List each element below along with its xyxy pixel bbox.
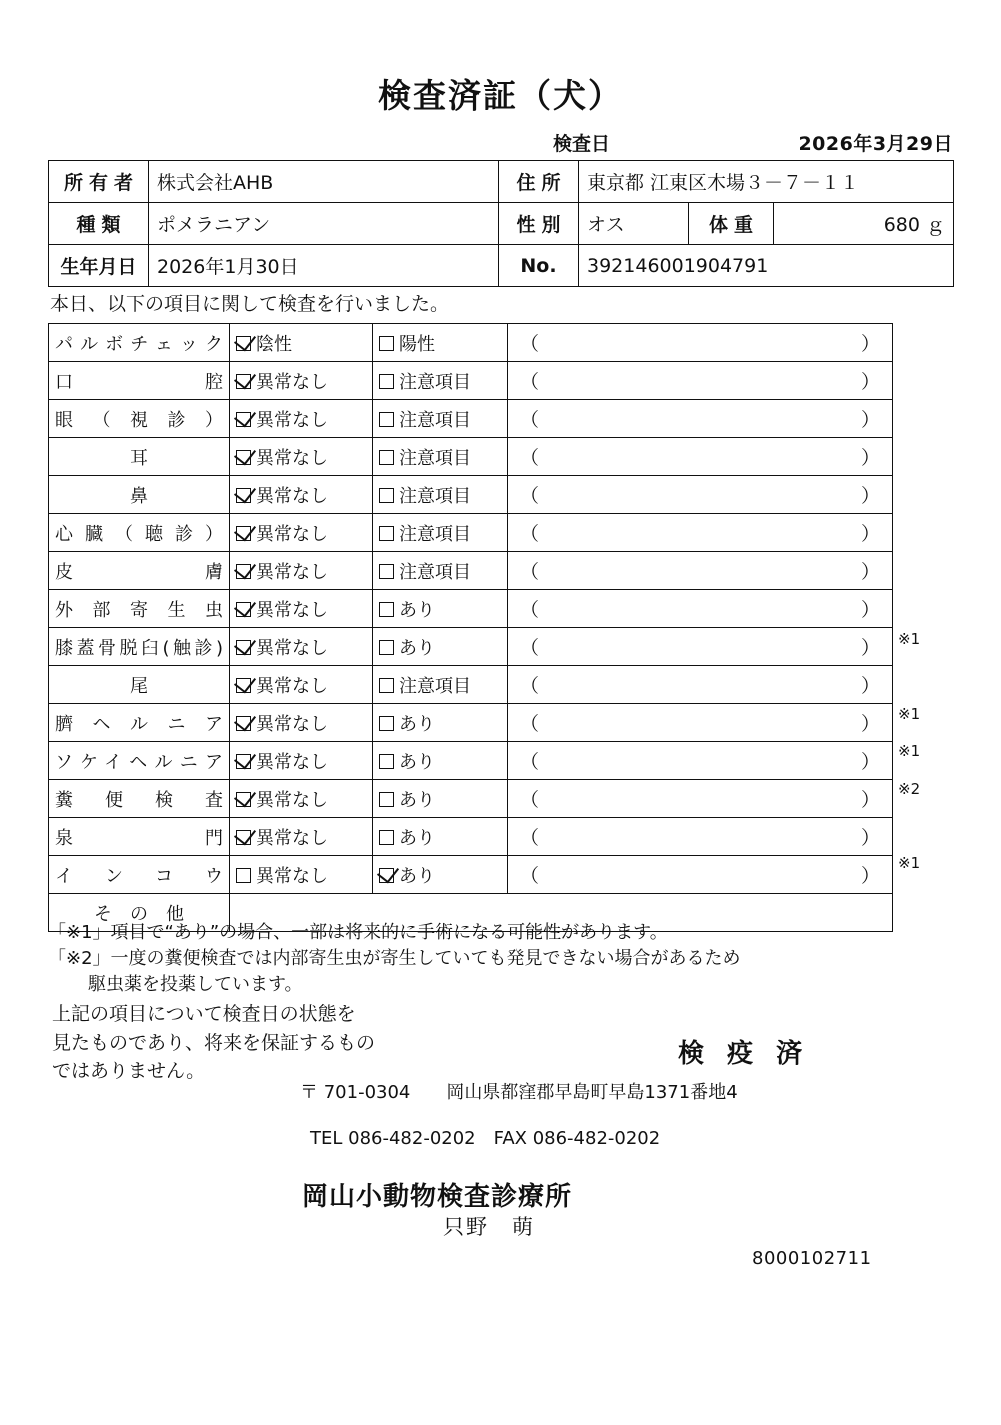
clinic-address: 〒 701-0304 岡山県都窪郡早島町早島1371番地4 <box>300 1082 738 1103</box>
table-row <box>49 818 893 856</box>
paren-close: ） <box>860 333 880 355</box>
exam-option-2-label: あり <box>399 865 435 887</box>
table-row <box>49 245 954 287</box>
page-title: 検査済証（犬） <box>378 76 623 115</box>
exam-option-1[interactable] <box>230 780 373 818</box>
paren-open: （ <box>520 599 540 621</box>
exam-remark-field[interactable] <box>508 400 893 438</box>
table-row <box>49 742 893 780</box>
exam-item-label: 膝蓋骨脱臼(触診) <box>49 628 230 666</box>
exam-remark-field[interactable] <box>508 704 893 742</box>
exam-option-1[interactable] <box>230 742 373 780</box>
exam-item-label: インコウ <box>49 856 230 894</box>
exam-option-1-label: 異常なし <box>256 637 328 659</box>
breed-label: 種類 <box>49 203 149 245</box>
exam-option-1[interactable] <box>230 438 373 476</box>
exam-item-label: パルボチェック <box>49 324 230 362</box>
checkbox-icon[interactable] <box>236 488 251 503</box>
table-row <box>49 161 954 203</box>
table-row <box>49 400 893 438</box>
checkbox-icon[interactable] <box>236 450 251 465</box>
exam-option-2-label: 注意項目 <box>399 523 471 545</box>
checkbox-icon[interactable] <box>236 830 251 845</box>
paren-open: （ <box>520 409 540 431</box>
exam-option-2-label: 注意項目 <box>399 675 471 697</box>
exam-option-1-label: 異常なし <box>256 561 328 583</box>
inspection-date-label: 検査日 <box>553 133 611 155</box>
table-row <box>49 324 893 362</box>
table-row <box>49 666 893 704</box>
footnote-mark: ※1 <box>898 742 921 761</box>
paren-open: （ <box>520 485 540 507</box>
checkbox-icon[interactable] <box>236 412 251 427</box>
exam-remark-field[interactable] <box>508 552 893 590</box>
exam-remark-field[interactable] <box>508 856 893 894</box>
exam-option-2-label: あり <box>399 827 435 849</box>
exam-item-label: 臍ヘルニア <box>49 704 230 742</box>
paren-open: （ <box>520 865 540 887</box>
paren-close: ） <box>860 827 880 849</box>
footnote-mark: ※1 <box>898 705 921 723</box>
intro-text: 本日、以下の項目に関して検査を行いました。 <box>50 293 450 315</box>
paren-open: （ <box>520 447 540 469</box>
statement-line-2: 見たものであり、将来を保証するもの <box>52 1031 376 1054</box>
paren-close: ） <box>860 599 880 621</box>
exam-option-1-label: 異常なし <box>256 865 328 887</box>
serial-number: 8000102711 <box>752 1248 872 1269</box>
paren-open: （ <box>520 561 540 583</box>
exam-option-2-label: 注意項目 <box>399 371 471 393</box>
exam-option-1-label: 異常なし <box>256 371 328 393</box>
exam-option-2-label: 注意項目 <box>399 561 471 583</box>
exam-item-label: 心臓（聴診） <box>49 514 230 552</box>
checkbox-icon[interactable] <box>379 792 394 807</box>
paren-open: （ <box>520 789 540 811</box>
exam-remark-field[interactable] <box>508 476 893 514</box>
breed-value: ポメラニアン <box>149 203 499 245</box>
exam-option-1[interactable] <box>230 400 373 438</box>
exam-item-label: 尾 <box>49 666 230 704</box>
paren-close: ） <box>860 713 880 735</box>
exam-option-2[interactable] <box>373 362 508 400</box>
checkbox-icon[interactable] <box>236 678 251 693</box>
exam-remark-field[interactable] <box>508 780 893 818</box>
checkbox-icon[interactable] <box>236 374 251 389</box>
paren-close: ） <box>860 523 880 545</box>
exam-option-1-label: 異常なし <box>256 789 328 811</box>
footnote-2: 「※2」一度の糞便検査では内部寄生虫が寄生していても発見できない場合があるため <box>48 948 741 970</box>
table-row <box>49 780 893 818</box>
exam-option-1-label: 異常なし <box>256 713 328 735</box>
exam-option-1-label: 陰性 <box>256 333 292 355</box>
clinic-name: 岡山小動物検査診療所 <box>302 1182 573 1212</box>
exam-option-1[interactable] <box>230 476 373 514</box>
checkbox-icon[interactable] <box>236 868 251 883</box>
exam-option-2[interactable] <box>373 400 508 438</box>
examination-items-table <box>48 323 893 932</box>
exam-item-label: 耳 <box>49 438 230 476</box>
table-row <box>49 362 893 400</box>
checkbox-icon[interactable] <box>379 678 394 693</box>
birthdate-label: 生年月日 <box>49 245 149 287</box>
exam-remark-field[interactable] <box>508 324 893 362</box>
checkbox-icon[interactable] <box>236 640 251 655</box>
paren-open: （ <box>520 371 540 393</box>
exam-option-1[interactable] <box>230 552 373 590</box>
exam-item-label-other: そ の 他 <box>49 894 230 932</box>
exam-option-1[interactable] <box>230 628 373 666</box>
exam-option-2-label: あり <box>399 713 435 735</box>
weight-label: 体重 <box>689 203 774 245</box>
checkbox-icon[interactable] <box>379 716 394 731</box>
address-label: 住所 <box>499 161 579 203</box>
paren-close: ） <box>860 865 880 887</box>
exam-item-label: 皮 膚 <box>49 552 230 590</box>
exam-remark-field[interactable] <box>508 818 893 856</box>
checkbox-icon[interactable] <box>236 792 251 807</box>
table-row <box>49 514 893 552</box>
sex-value: オス <box>579 203 689 245</box>
inspection-date-value: 2026年3月29日 <box>798 133 953 155</box>
exam-option-1-label: 異常なし <box>256 409 328 431</box>
exam-item-label: 外部寄生虫 <box>49 590 230 628</box>
exam-option-2[interactable] <box>373 818 508 856</box>
exam-remark-field[interactable] <box>508 590 893 628</box>
sex-label: 性別 <box>499 203 579 245</box>
footnote-2-cont: 駆虫薬を投薬しています。 <box>88 974 303 996</box>
exam-item-label: 鼻 <box>49 476 230 514</box>
paren-close: ） <box>860 485 880 507</box>
exam-option-1-label: 異常なし <box>256 485 328 507</box>
exam-option-2[interactable] <box>373 628 508 666</box>
checkbox-icon[interactable] <box>379 336 394 351</box>
paren-open: （ <box>520 637 540 659</box>
exam-option-2-label: 注意項目 <box>399 409 471 431</box>
exam-option-1[interactable] <box>230 666 373 704</box>
exam-item-label: 眼（視診） <box>49 400 230 438</box>
table-row <box>49 590 893 628</box>
exam-item-label: ソケイヘルニア <box>49 742 230 780</box>
exam-option-2-label: 陽性 <box>399 333 435 355</box>
footnote-mark: ※1 <box>898 630 921 649</box>
table-row <box>49 552 893 590</box>
checkbox-icon[interactable] <box>379 564 394 579</box>
birthdate-value: 2026年1月30日 <box>149 245 499 287</box>
statement-line-3: ではありません。 <box>52 1060 206 1082</box>
paren-close: ） <box>860 371 880 393</box>
checkbox-icon[interactable] <box>379 412 394 427</box>
table-row <box>49 476 893 514</box>
exam-option-1-label: 異常なし <box>256 599 328 621</box>
exam-option-1[interactable] <box>230 818 373 856</box>
statement-line-1: 上記の項目について検査日の状態を <box>52 1003 356 1025</box>
checkbox-icon[interactable] <box>236 336 251 351</box>
exam-option-1[interactable] <box>230 362 373 400</box>
exam-option-2-label: あり <box>399 599 435 621</box>
table-row <box>49 203 954 245</box>
exam-option-1-label: 異常なし <box>256 751 328 773</box>
checkbox-icon[interactable] <box>379 754 394 769</box>
exam-option-2[interactable] <box>373 856 508 894</box>
exam-option-1[interactable] <box>230 590 373 628</box>
exam-option-1[interactable] <box>230 324 373 362</box>
exam-item-label: 口 腔 <box>49 362 230 400</box>
paren-close: ） <box>860 637 880 659</box>
exam-option-2-label: 注意項目 <box>399 485 471 507</box>
checkbox-icon[interactable] <box>236 526 251 541</box>
exam-option-2[interactable] <box>373 666 508 704</box>
exam-option-2[interactable] <box>373 476 508 514</box>
inspection-date-line <box>48 129 953 155</box>
exam-remark-field[interactable] <box>508 628 893 666</box>
table-row <box>49 628 893 666</box>
exam-option-2[interactable] <box>373 552 508 590</box>
paren-close: ） <box>860 447 880 469</box>
statement-block <box>52 1000 375 1086</box>
exam-option-2-label: 注意項目 <box>399 447 471 469</box>
address-value: 東京都 江東区木場３－７－１１ <box>579 161 954 203</box>
checkbox-icon[interactable] <box>379 450 394 465</box>
paren-open: （ <box>520 523 540 545</box>
footnote-1: 「※1」項目で“あり”の場合、一部は将来的に手術になる可能性があります。 <box>48 922 668 943</box>
paren-close: ） <box>860 751 880 773</box>
number-label: No. <box>499 245 579 287</box>
exam-option-2[interactable] <box>373 324 508 362</box>
paren-open: （ <box>520 713 540 735</box>
exam-remark-field[interactable] <box>508 666 893 704</box>
paren-close: ） <box>860 409 880 431</box>
table-row <box>49 438 893 476</box>
footnote-mark: ※1 <box>898 854 921 873</box>
exam-option-2[interactable] <box>373 438 508 476</box>
footnotes-block <box>48 920 948 998</box>
checkbox-icon[interactable] <box>236 564 251 579</box>
checkbox-icon[interactable] <box>379 640 394 655</box>
owner-label: 所有者 <box>49 161 149 203</box>
exam-option-1-label: 異常なし <box>256 523 328 545</box>
exam-option-2[interactable] <box>373 780 508 818</box>
exam-remark-field[interactable] <box>508 514 893 552</box>
checkbox-icon[interactable] <box>379 374 394 389</box>
owner-info-table <box>48 160 954 287</box>
checkbox-icon[interactable] <box>379 488 394 503</box>
exam-option-1-label: 異常なし <box>256 827 328 849</box>
exam-remark-field[interactable] <box>508 438 893 476</box>
paren-open: （ <box>520 333 540 355</box>
exam-remark-field[interactable] <box>508 362 893 400</box>
number-value: 392146001904791 <box>579 245 954 287</box>
weight-value: 680 ｇ <box>774 203 954 245</box>
exam-item-label: 糞便検査 <box>49 780 230 818</box>
exam-option-2-label: あり <box>399 637 435 659</box>
owner-value: 株式会社AHB <box>149 161 499 203</box>
paren-open: （ <box>520 827 540 849</box>
exam-option-1-label: 異常なし <box>256 447 328 469</box>
footnote-mark: ※2 <box>898 779 921 798</box>
exam-option-1[interactable] <box>230 704 373 742</box>
veterinarian-name: 只野 萌 <box>443 1215 535 1239</box>
checkbox-icon[interactable] <box>379 830 394 845</box>
exam-item-label: 泉 門 <box>49 818 230 856</box>
exam-option-2-label: あり <box>399 751 435 773</box>
exam-option-1-label: 異常なし <box>256 675 328 697</box>
paren-close: ） <box>860 561 880 583</box>
paren-close: ） <box>860 789 880 811</box>
checkbox-icon[interactable] <box>379 602 394 617</box>
checkbox-icon[interactable] <box>236 602 251 617</box>
checkbox-icon[interactable] <box>236 716 251 731</box>
checkbox-icon[interactable] <box>379 526 394 541</box>
exam-remark-field[interactable] <box>508 742 893 780</box>
exam-option-2[interactable] <box>373 590 508 628</box>
paren-close: ） <box>860 675 880 697</box>
table-row <box>49 856 893 894</box>
exam-option-2-label: あり <box>399 789 435 811</box>
exam-option-1[interactable] <box>230 856 373 894</box>
clinic-contact: TEL 086-482-0202 FAX 086-482-0202 <box>310 1128 661 1149</box>
quarantine-stamp: 検 疫 済 <box>678 1039 810 1069</box>
exam-option-2[interactable] <box>373 704 508 742</box>
checkbox-icon[interactable] <box>236 754 251 769</box>
paren-open: （ <box>520 675 540 697</box>
paren-open: （ <box>520 751 540 773</box>
checkbox-icon[interactable] <box>379 868 394 883</box>
exam-option-1[interactable] <box>230 514 373 552</box>
table-row <box>49 704 893 742</box>
exam-option-2[interactable] <box>373 742 508 780</box>
exam-option-2[interactable] <box>373 514 508 552</box>
